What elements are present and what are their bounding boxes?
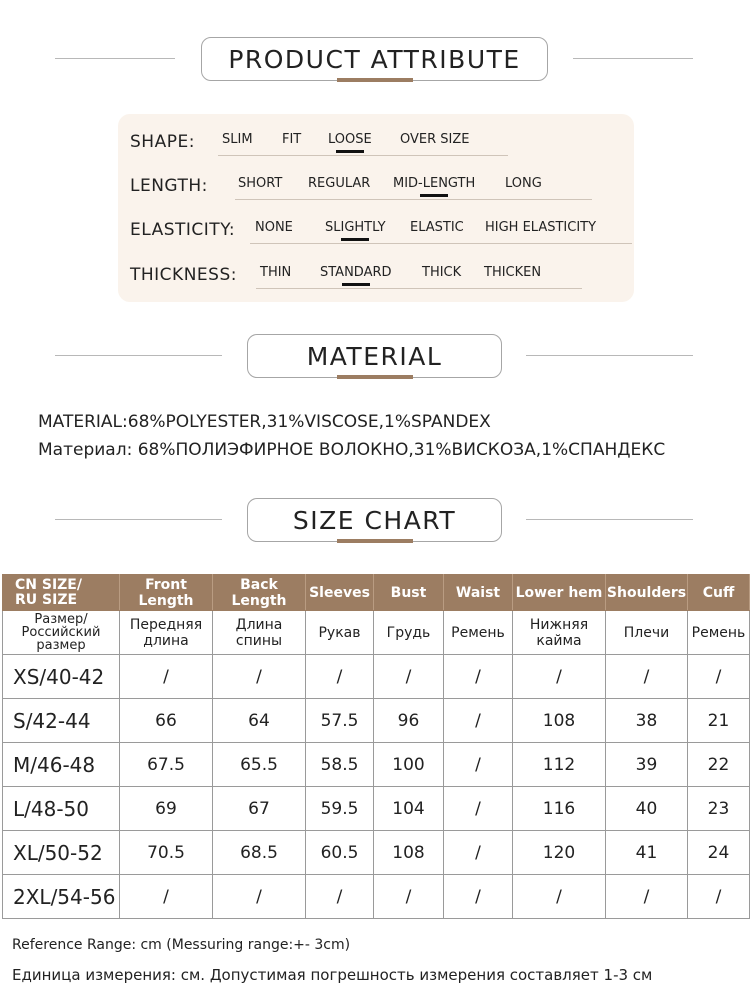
measure-cell: / [513,875,606,919]
measure-cell: 21 [688,699,750,743]
attr-row-length [130,170,630,200]
measure-cell: / [444,875,513,919]
size-chart-header [0,498,750,542]
product-attribute-header [0,37,750,81]
size-cell: XL/50-52 [3,831,120,875]
attr-row-shape [130,126,630,156]
material-ru: Материал: 68%ПОЛИЭФИРНОЕ ВОЛОКНО,31%ВИСКОЗА,1%СПАНДЕКС [38,440,666,460]
measure-cell: 108 [513,699,606,743]
measure-cell: / [306,655,374,699]
measure-cell: 100 [374,743,444,787]
attr-option: SHORT [238,176,283,191]
size-cell: XS/40-42 [3,655,120,699]
column-header-ru: Грудь [374,611,444,655]
measure-cell: 116 [513,787,606,831]
attr-label: LENGTH: [130,176,208,196]
attr-label: SHAPE: [130,132,195,152]
column-header-ru: Длина спины [213,611,306,655]
measure-cell: / [213,655,306,699]
measure-cell: 41 [606,831,688,875]
reference-note-en: Reference Range: cm (Messuring range:+- 3cm) [12,937,351,953]
attribute-panel [118,114,634,302]
table-row [3,787,750,831]
attr-option: OVER SIZE [400,132,470,147]
attr-row-thickness [130,259,630,289]
measure-cell: 96 [374,699,444,743]
measure-cell: 60.5 [306,831,374,875]
measure-cell: / [306,875,374,919]
column-header-ru: Передняя длина [120,611,213,655]
column-header: Sleeves [306,575,374,611]
material-header [0,334,750,378]
attr-option-selected: SLIGHTLY [325,220,386,235]
measure-cell: 59.5 [306,787,374,831]
section-title-material [247,334,502,378]
column-header: Back Length [213,575,306,611]
attr-underline [256,288,582,289]
title-accent-bar [337,375,413,379]
column-header-ru: Рукав [306,611,374,655]
column-header-ru: Ремень [444,611,513,655]
attr-option-selected: LOOSE [328,132,372,147]
measure-cell: 40 [606,787,688,831]
column-header-ru: Нижняя кайма [513,611,606,655]
attr-option: SLIM [222,132,253,147]
section-title-attribute [201,37,548,81]
measure-cell: / [688,875,750,919]
column-header: Waist [444,575,513,611]
measure-cell: / [444,787,513,831]
measure-cell: 66 [120,699,213,743]
attr-option: THIN [260,265,292,280]
attr-underline [235,199,592,200]
column-header-ru: Ремень [688,611,750,655]
measure-cell: / [120,655,213,699]
table-header-ru [3,611,750,655]
attr-option: LONG [505,176,542,191]
size-cell: L/48-50 [3,787,120,831]
measure-cell: / [374,875,444,919]
divider [526,519,693,520]
table-row [3,831,750,875]
measure-cell: 70.5 [120,831,213,875]
size-cell: 2XL/54-56 [3,875,120,919]
measure-cell: 38 [606,699,688,743]
column-header-ru: Размер/ Российский размер [3,611,120,655]
table-row [3,743,750,787]
measure-cell: / [444,699,513,743]
measure-cell: 65.5 [213,743,306,787]
attr-option: THICK [422,265,462,280]
column-header: CN SIZE/ RU SIZE [3,575,120,611]
measure-cell: / [444,743,513,787]
attr-option: REGULAR [308,176,371,191]
attr-underline [218,155,508,156]
attr-option: THICKEN [484,265,542,280]
measure-cell: 39 [606,743,688,787]
measure-cell: 68.5 [213,831,306,875]
section-title-text: PRODUCT ATTRIBUTE [228,44,521,74]
table-row [3,699,750,743]
attr-option: ELASTIC [410,220,464,235]
column-header: Shoulders [606,575,688,611]
attr-option: HIGH ELASTICITY [485,220,597,235]
attr-row-elasticity [130,214,630,244]
divider [55,355,222,356]
material-en: MATERIAL:68%POLYESTER,31%VISCOSE,1%SPANDEX [38,412,491,432]
divider [55,519,222,520]
section-title-text: MATERIAL [306,341,443,371]
measure-cell: 67.5 [120,743,213,787]
measure-cell: / [606,875,688,919]
reference-note-ru: Единица измерения: см. Допустимая погрешность измерения составляет 1-3 см [12,966,653,984]
column-header: Lower hem [513,575,606,611]
measure-cell: / [513,655,606,699]
section-title-text: SIZE CHART [292,505,457,535]
measure-cell: 64 [213,699,306,743]
attr-label: THICKNESS: [130,265,237,285]
measure-cell: 22 [688,743,750,787]
divider [526,355,693,356]
measure-cell: 58.5 [306,743,374,787]
measure-cell: 23 [688,787,750,831]
table-row [3,875,750,919]
measure-cell: / [374,655,444,699]
section-title-size-chart [247,498,502,542]
attr-label: ELASTICITY: [130,220,236,240]
measure-cell: / [606,655,688,699]
column-header: Cuff [688,575,750,611]
measure-cell: 120 [513,831,606,875]
measure-cell: / [688,655,750,699]
attr-underline [250,243,632,244]
measure-cell: / [120,875,213,919]
table-row [3,655,750,699]
measure-cell: / [444,655,513,699]
attr-option: NONE [255,220,293,235]
measure-cell: / [444,831,513,875]
title-accent-bar [337,539,413,543]
measure-cell: 69 [120,787,213,831]
divider [573,58,693,59]
column-header-ru: Плечи [606,611,688,655]
size-cell: S/42-44 [3,699,120,743]
measure-cell: 108 [374,831,444,875]
attr-option: FIT [282,132,302,147]
measure-cell: 24 [688,831,750,875]
attr-option-selected: STANDARD [320,265,392,280]
measure-cell: 57.5 [306,699,374,743]
table-header-en [3,575,750,611]
size-chart-table [2,574,750,919]
size-cell: M/46-48 [3,743,120,787]
title-accent-bar [337,78,413,82]
divider [55,58,175,59]
column-header: Bust [374,575,444,611]
attr-option-selected: MID-LENGTH [393,176,476,191]
measure-cell: / [213,875,306,919]
column-header: Front Length [120,575,213,611]
measure-cell: 104 [374,787,444,831]
measure-cell: 67 [213,787,306,831]
measure-cell: 112 [513,743,606,787]
